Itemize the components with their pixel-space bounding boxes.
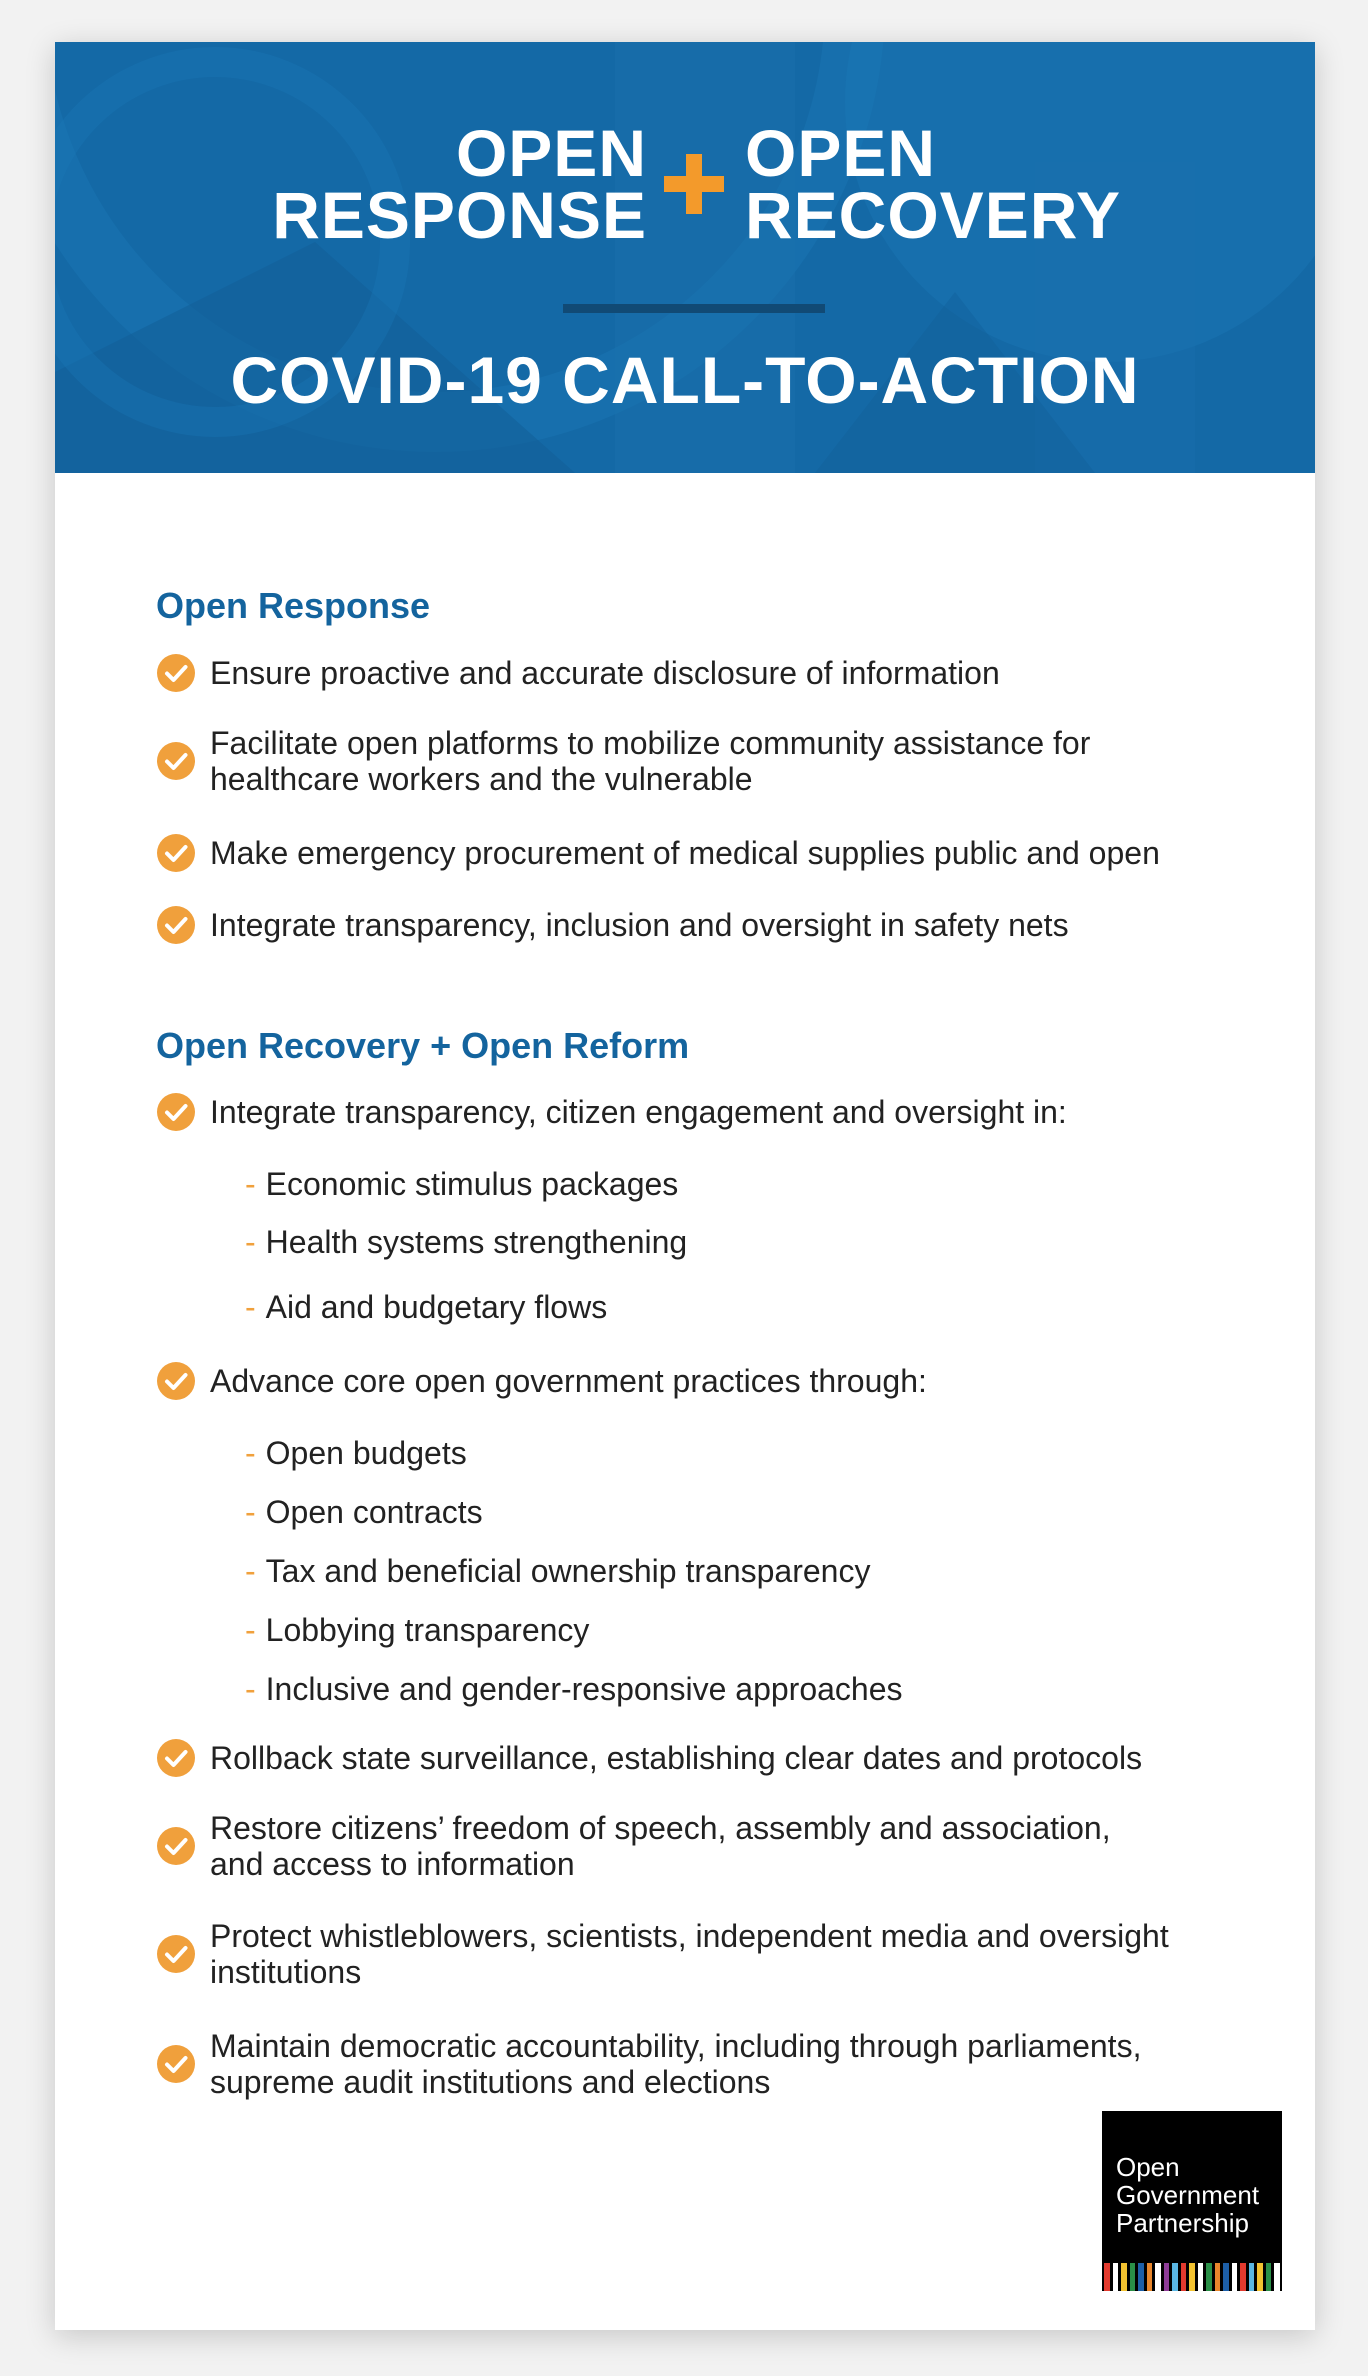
list-item: Integrate transparency, citizen engagement and oversight in: — [156, 1092, 1246, 1132]
logo-text: Open Government Partnership — [1116, 2152, 1260, 2238]
sub-list-item: - Lobbying transparency — [245, 1612, 590, 1648]
logo-stripes-icon — [1102, 2263, 1282, 2291]
check-circle-icon — [156, 653, 196, 693]
list-item: Make emergency procurement of medical supplies public and open — [156, 833, 1246, 873]
open-government-partnership-logo — [1102, 2111, 1282, 2291]
header-divider — [563, 304, 825, 313]
call-to-action-card — [55, 42, 1315, 2330]
sub-list-item: - Economic stimulus packages — [245, 1166, 679, 1202]
section-heading-open-response: Open Response — [156, 585, 431, 626]
check-circle-icon — [156, 1826, 196, 1866]
section-heading-open-recovery: Open Recovery + Open Reform — [156, 1025, 690, 1066]
list-item: Rollback state surveillance, establishing clear dates and protocols — [156, 1738, 1246, 1778]
open-recovery-title: OPEN RECOVERY — [745, 116, 1121, 252]
check-circle-icon — [156, 833, 196, 873]
list-item: Protect whistleblowers, scientists, independent media and oversight institutions — [156, 1918, 1246, 1990]
check-circle-icon — [156, 1092, 196, 1132]
list-item: Integrate transparency, inclusion and oversight in safety nets — [156, 905, 1246, 945]
check-circle-icon — [156, 905, 196, 945]
sub-list-item: - Aid and budgetary flows — [245, 1289, 608, 1325]
check-circle-icon — [156, 2044, 196, 2084]
check-circle-icon — [156, 1361, 196, 1401]
sub-list-item: - Inclusive and gender-responsive approaches — [245, 1671, 903, 1707]
sub-list-item: - Open contracts — [245, 1494, 483, 1530]
list-item: Advance core open government practices through: — [156, 1361, 1246, 1401]
cta-title: COVID-19 CALL-TO-ACTION — [230, 343, 1140, 417]
header-title — [55, 116, 1315, 262]
check-circle-icon — [156, 1934, 196, 1974]
check-circle-icon — [156, 741, 196, 781]
check-circle-icon — [156, 1738, 196, 1778]
list-item: Restore citizens’ freedom of speech, assembly and association, and access to information — [156, 1810, 1246, 1882]
sub-list-item: - Open budgets — [245, 1435, 467, 1471]
plus-icon — [662, 152, 726, 216]
sub-list-item: - Health systems strengthening — [245, 1224, 688, 1260]
list-item: Facilitate open platforms to mobilize community assistance for healthcare workers and the vulnerable — [156, 725, 1246, 797]
header-banner — [55, 42, 1315, 473]
list-item: Ensure proactive and accurate disclosure of information — [156, 653, 1246, 693]
open-response-title: OPEN RESPONSE — [272, 116, 647, 252]
list-item: Maintain democratic accountability, including through parliaments, supreme audit institutions and elections — [156, 2028, 1246, 2100]
sub-list-item: - Tax and beneficial ownership transparency — [245, 1553, 871, 1589]
